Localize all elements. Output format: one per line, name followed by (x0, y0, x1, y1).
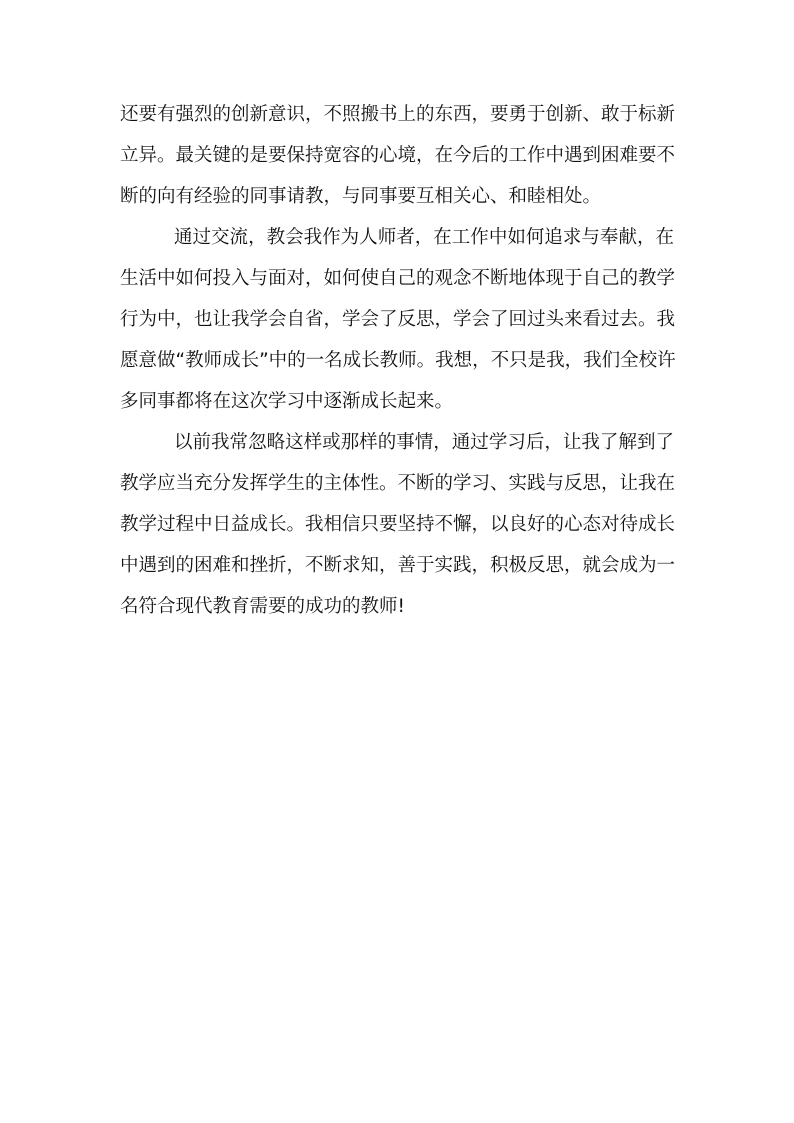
paragraph-1 (120, 94, 674, 217)
paragraph-line: 教学应当充分发挥学生的主体性。不断的学习、实践与反思，让我在 (120, 473, 676, 494)
paragraph-3 (120, 422, 674, 627)
paragraph-line: 断的向有经验的同事请教，与同事要互相关心、和睦相处。 (120, 186, 602, 207)
paragraph-line: 以前我常忽略这样或那样的事情，通过学习后，让我了解到了 (174, 432, 674, 453)
paragraph-line: 多同事都将在这次学习中逐渐成长起来。 (120, 391, 454, 412)
document-body (120, 94, 674, 627)
paragraph-line: 生活中如何投入与面对，如何使自己的观念不断地体现于自己的教学 (120, 268, 676, 289)
paragraph-line: 通过交流，教会我作为人师者，在工作中如何追求与奉献，在 (174, 227, 674, 248)
paragraph-line: 愿意做“教师成长”中的一名成长教师。我想，不只是我，我们全校许 (120, 350, 676, 371)
paragraph-line: 中遇到的困难和挫折，不断求知，善于实践，积极反思，就会成为一 (120, 555, 676, 576)
paragraph-2 (120, 217, 674, 422)
paragraph-line: 立异。最关键的是要保持宽容的心境，在今后的工作中遇到困难要不 (120, 145, 676, 166)
paragraph-line: 行为中，也让我学会自省，学会了反思，学会了回过头来看过去。我 (120, 309, 676, 330)
paragraph-line: 还要有强烈的创新意识，不照搬书上的东西，要勇于创新、敢于标新 (120, 104, 676, 125)
paragraph-line: 名符合现代教育需要的成功的教师! (120, 596, 405, 617)
paragraph-line: 教学过程中日益成长。我相信只要坚持不懈，以良好的心态对待成长 (120, 514, 676, 535)
